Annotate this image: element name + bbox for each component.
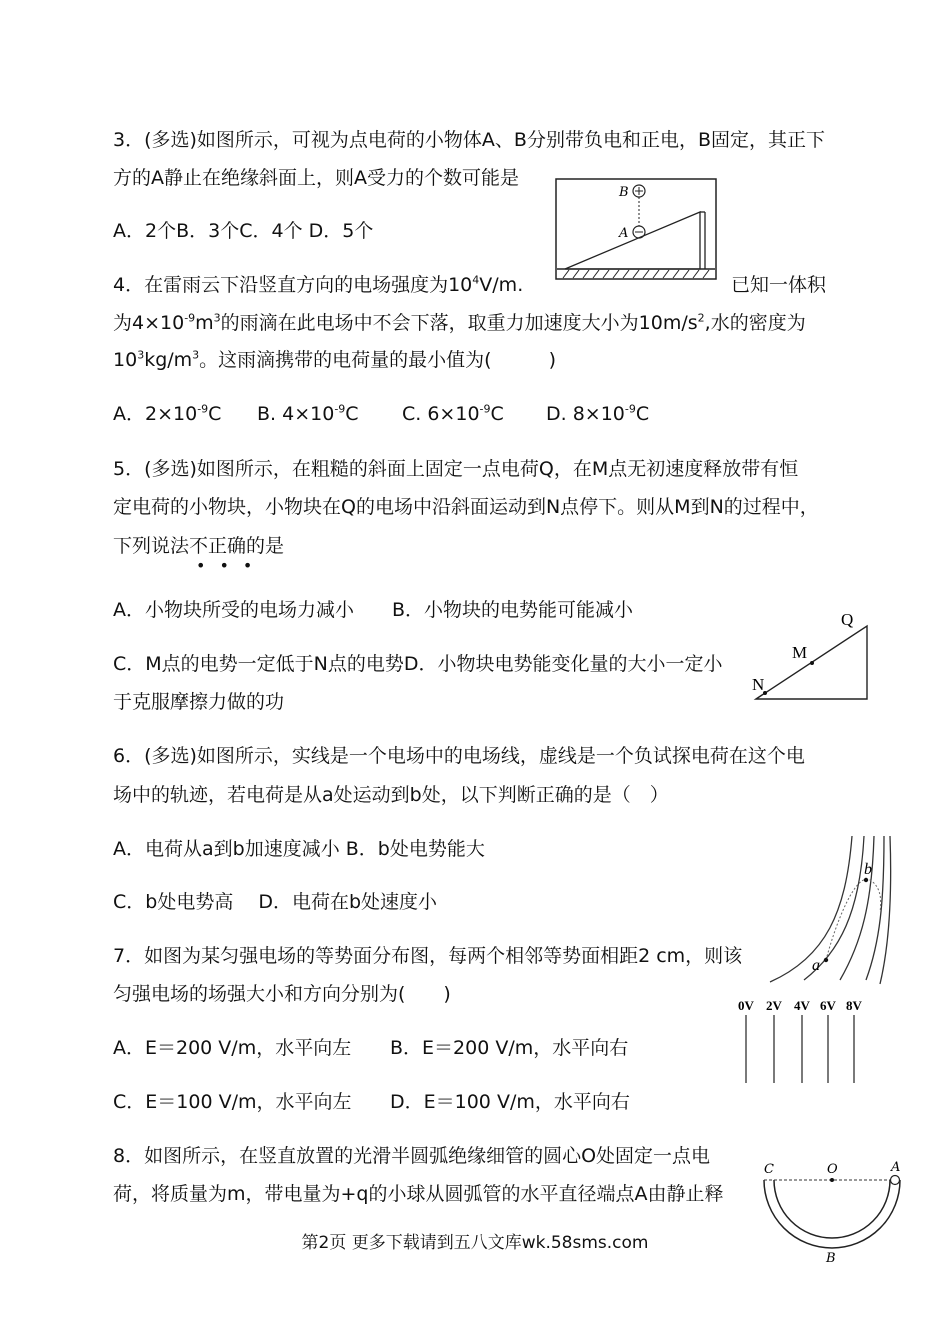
q6-figure [766, 832, 896, 992]
q7-label-2v: 2V [766, 998, 782, 1013]
q3-label-b: B [619, 185, 629, 200]
q5-line2: 定电荷的小物块，小物块在Q的电场中沿斜面运动到N点停下。则从M到N的过程中， [113, 496, 819, 518]
q3-figure [555, 178, 720, 283]
q4-line3-a: 10 [113, 349, 138, 371]
q5-line1: 5．(多选)如图所示，在粗糙的斜面上固定一点电荷Q，在M点无初速度释放带有恒 [113, 458, 799, 480]
q8-label-a: A [891, 1160, 901, 1175]
q7-line1: 7．如图为某匀强电场的等势面分布图，每两个相邻等势面相距2 cm，则该 [113, 945, 743, 967]
q4-option-b-exp: -9 [334, 402, 346, 416]
q4-option-d-text: D. 8×10 [546, 403, 625, 425]
q4-line1-exp: 4 [472, 273, 480, 287]
q4-line1-unit: V/m. [479, 274, 524, 296]
q6-line1: 6．(多选)如图所示，实线是一个电场中的电场线，虚线是一个负试探电荷在这个电 [113, 745, 805, 767]
q5-option-d-cont: 于克服摩擦力做的功 [113, 691, 285, 713]
q7-option-d: D．E＝100 V/m，水平向右 [390, 1091, 630, 1113]
q4-option-a-exp: -9 [197, 402, 209, 416]
q4-option-d-unit: C [635, 403, 650, 425]
q3-label-a: A [619, 226, 629, 241]
q4-line3 [113, 348, 556, 372]
q6-line2: 场中的轨迹，若电荷是从a处运动到b处，以下判断正确的是（ ） [113, 784, 669, 806]
q6-label-a: a [812, 957, 820, 974]
q4-option-b-text: B. 4×10 [257, 403, 335, 425]
q7-option-b: B．E＝200 V/m，水平向右 [390, 1037, 629, 1059]
q4-line3-exp2: 3 [192, 348, 200, 362]
q4-line2 [113, 311, 806, 335]
q4-option-c [402, 402, 504, 426]
q4-option-c-unit: C [490, 403, 504, 425]
q5-label-m: M [792, 643, 808, 662]
q4-line2-exp2: 3 [213, 311, 221, 325]
q4-option-c-text: C. 6×10 [402, 403, 480, 425]
q4-option-a-unit: C [208, 403, 222, 425]
q4-option-a-text: A．2×10 [113, 403, 198, 425]
q7-label-8v: 8V [846, 998, 862, 1013]
q4-option-d [546, 402, 649, 426]
q8-line2: 荷，将质量为m，带电量为+q的小球从圆弧管的水平直径端点A由静止释 [113, 1183, 724, 1205]
q5-figure [748, 608, 876, 704]
q5-label-n: N [752, 675, 765, 694]
q4-line2-a: 为4×10 [113, 312, 185, 334]
q4-line2-c: 的雨滴在此电场中不会下落，取重力加速度大小为10m/s [220, 312, 698, 334]
q6-options-cd: C．b处电势高 D．电荷在b处速度小 [113, 891, 438, 913]
q3-options: A．2个B．3个C．4个 D．5个 [113, 220, 374, 242]
q8-label-c: C [764, 1162, 774, 1177]
q4-line1 [113, 273, 833, 297]
q5-options-ab: A．小物块所受的电场力减小 B．小物块的电势能可能减小 [113, 599, 634, 621]
q4-line3-b: kg/m [144, 349, 193, 371]
q4-line1-text: 4．在雷雨云下沿竖直方向的电场强度为10 [113, 274, 473, 296]
q4-option-a [113, 402, 221, 426]
q7-option-c: C．E＝100 V/m，水平向左 [113, 1091, 352, 1113]
q7-option-a: A．E＝200 V/m，水平向左 [113, 1037, 352, 1059]
q4-option-b-unit: C [345, 403, 359, 425]
q7-label-0v: 0V [738, 998, 754, 1013]
q4-option-b [257, 402, 359, 426]
q7-label-4v: 4V [794, 998, 810, 1013]
q7-figure [730, 995, 880, 1087]
q8-label-b: B [826, 1251, 836, 1266]
q7-line2: 匀强电场的场强大小和方向分别为( ) [113, 983, 451, 1005]
q4-line1-right: 已知一体积 [731, 274, 827, 296]
q6-label-b: b [864, 861, 872, 878]
q7-label-6v: 6V [820, 998, 836, 1013]
q5-label-q: Q [841, 610, 854, 629]
q5-options-cd: C．M点的电势一定低于N点的电势D．小物块电势能变化量的大小一定小 [113, 653, 723, 675]
q4-option-c-exp: -9 [479, 402, 491, 416]
q5-emphasis-dots: ••• [196, 556, 267, 575]
q4-option-d-exp: -9 [624, 402, 636, 416]
q6-options-ab: A．电荷从a到b加速度减小 B．b处电势能大 [113, 838, 485, 860]
q4-line3-c: 。这雨滴携带的电荷量的最小值为( ) [199, 349, 556, 371]
q3-line1: 3．(多选)如图所示，可视为点电荷的小物体A、B分别带负电和正电，B固定，其正下 [113, 129, 825, 151]
q4-line2-d: ,水的密度为 [704, 312, 806, 334]
q8-line1: 8．如图所示，在竖直放置的光滑半圆弧绝缘细管的圆心O处固定一点电 [113, 1145, 711, 1167]
page-footer: 第2页 更多下载请到五八文库wk.58sms.com [301, 1233, 649, 1253]
q4-line2-exp3: 2 [697, 311, 705, 325]
q4-line2-exp1: -9 [184, 311, 196, 325]
q8-label-o: O [827, 1162, 838, 1177]
q3-line2: 方的A静止在绝缘斜面上，则A受力的个数可能是 [113, 167, 519, 189]
q5-line3: 下列说法不正确的是 [113, 535, 285, 557]
q4-line2-b: m [195, 312, 214, 334]
q4-line3-exp1: 3 [137, 348, 145, 362]
